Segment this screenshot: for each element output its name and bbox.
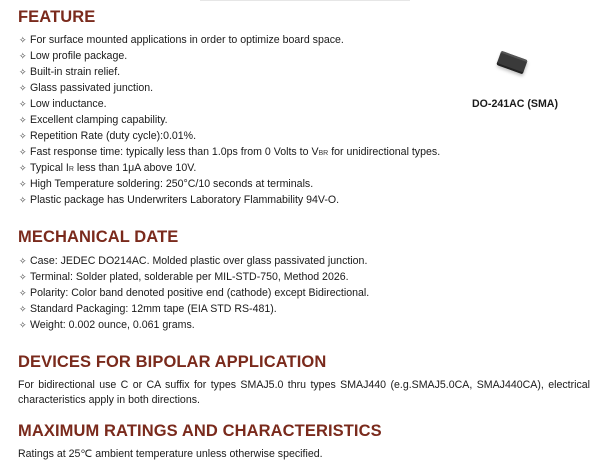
sma-chip-icon [496,51,527,75]
feature-heading: FEATURE [18,8,96,26]
diamond-outline-icon: ✧ [19,320,27,330]
diamond-outline-icon: ✧ [19,99,27,109]
mechanical-item: ✧ Polarity: Color band denoted positive end (cathode) except Bidirectional. [19,287,370,299]
diamond-outline-icon: ✧ [19,195,27,205]
feature-item: ✧ Low profile package. [19,50,128,62]
diamond-outline-icon: ✧ [19,67,27,77]
feature-item: ✧ Low inductance. [19,98,107,110]
subscript-r: R [68,166,74,173]
feature-item: ✧ Plastic package has Underwriters Laboratory Flammability 94V-O. [19,194,340,206]
diamond-outline-icon: ✧ [19,272,27,282]
top-divider [200,0,410,1]
feature-item: ✧ High Temperature soldering: 250°C/10 seconds at terminals. [19,178,314,190]
ratings-text: Ratings at 25℃ ambient temperature unless otherwise specified. [18,448,323,460]
mechanical-item: ✧ Standard Packaging: 12mm tape (EIA STD RS-481). [19,303,277,315]
subscript-br: BR [318,150,329,157]
bipolar-heading: DEVICES FOR BIPOLAR APPLICATION [18,353,327,371]
feature-item: ✧ For surface mounted applications in order to optimize board space. [19,34,344,46]
diamond-outline-icon: ✧ [19,163,27,173]
feature-item: ✧ Typical IR less than 1μA above 10V. [19,162,197,174]
diamond-outline-icon: ✧ [19,83,27,93]
feature-list [19,32,440,208]
diamond-outline-icon: ✧ [19,304,27,314]
diamond-outline-icon: ✧ [19,51,27,61]
mechanical-item: ✧ Case: JEDEC DO214AC. Molded plastic over glass passivated junction. [19,255,368,267]
diamond-outline-icon: ✧ [19,256,27,266]
mechanical-heading: MECHANICAL DATE [18,228,179,246]
bipolar-text: For bidirectional use C or CA suffix for types SMAJ5.0 thru types SMAJ440 (e.g.SMAJ5.0CA, SMAJ440CA), electrical characteristics apply in both directions. [18,379,590,406]
package-figure [460,40,570,110]
mechanical-item: ✧ Weight: 0.002 ounce, 0.061 grams. [19,319,195,331]
package-image [460,40,570,90]
diamond-outline-icon: ✧ [19,115,27,125]
diamond-outline-icon: ✧ [19,147,27,157]
feature-item: ✧ Built-in strain relief. [19,66,121,78]
feature-item: ✧ Fast response time: typically less than 1.0ps from 0 Volts to VBR for unidirectional types. [19,146,441,158]
feature-item: ✧ Excellent clamping capability. [19,114,168,126]
feature-item: ✧ Repetition Rate (duty cycle):0.01%. [19,130,197,142]
diamond-outline-icon: ✧ [19,35,27,45]
mechanical-item: ✧ Terminal: Solder plated, solderable per MIL-STD-750, Method 2026. [19,271,349,283]
mechanical-list [19,253,369,333]
diamond-outline-icon: ✧ [19,131,27,141]
package-caption: DO-241AC (SMA) [472,98,558,110]
diamond-outline-icon: ✧ [19,179,27,189]
feature-item: ✧ Glass passivated junction. [19,82,154,94]
diamond-outline-icon: ✧ [19,288,27,298]
ratings-heading: MAXIMUM RATINGS AND CHARACTERISTICS [18,422,382,440]
